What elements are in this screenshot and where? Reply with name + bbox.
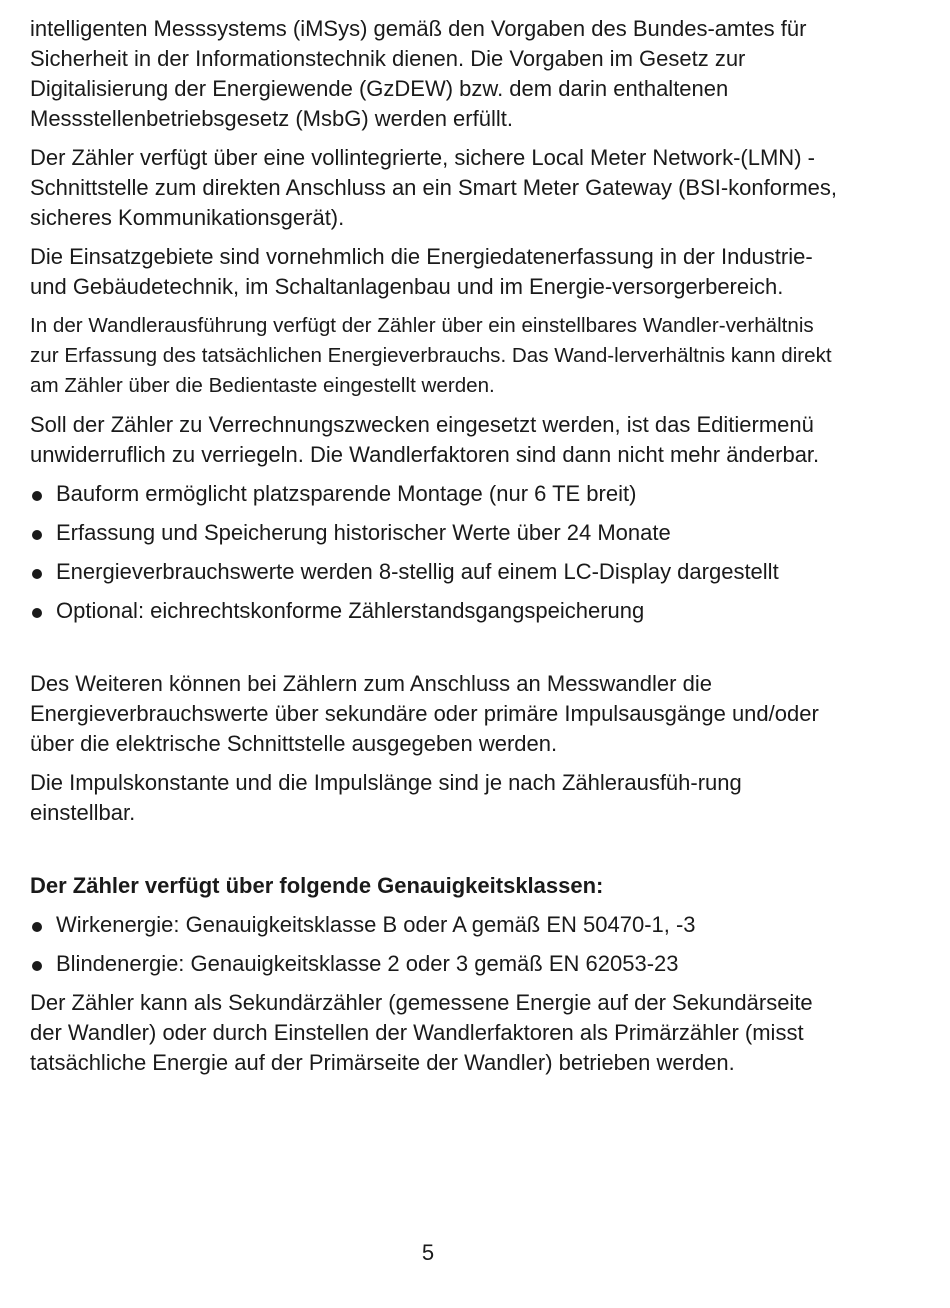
paragraph-billing-lock: Soll der Zähler zu Verrechnungszwecken eingesetzt werden, ist das Editiermenü unwiderruflich zu verriegeln. Die Wandlerfaktoren sind dann nicht mehr änderbar. [30,412,820,467]
document-page [30,14,840,1087]
paragraph-pulse-outputs: Des Weiteren können bei Zählern zum Anschluss an Messwandler die Energieverbrauchswerte über sekundäre oder primäre Impulsausgänge und/oder über die elektrische Schnittstelle ausgegeben werden. [30,671,819,756]
list-item [30,910,840,940]
spacer [30,837,840,871]
list-item-text: Energieverbrauchswerte werden 8-stellig auf einem LC-Display dargestellt [56,559,779,584]
feature-list [30,479,840,626]
list-item-text: Erfassung und Speicherung historischer Werte über 24 Monate [56,520,671,545]
list-item-text: Optional: eichrechtskonforme Zählerstandsgangspeicherung [56,598,645,623]
list-item-text: Blindenergie: Genauigkeitsklasse 2 oder 3 gemäß EN 62053-23 [56,951,679,976]
list-item [30,518,840,548]
list-item-text: Bauform ermöglicht platzsparende Montage (nur 6 TE breit) [56,481,637,506]
bullet-icon [32,961,42,971]
bullet-icon [32,491,42,501]
accuracy-list [30,910,840,979]
paragraph-application-areas: Die Einsatzgebiete sind vornehmlich die Energiedatenerfassung in der Industrie- und Gebäudetechnik, im Schaltanlagenbau und im Energie-versorgerbereich. [30,244,813,299]
paragraph-transformer-ratio: In der Wandlerausführung verfügt der Zähler über ein einstellbares Wandler-verhältnis zur Erfassung des tatsächlichen Energieverbrauchs. Das Wand-lerverhältnis kann direkt am Zähler über die Bedientaste eingestellt werden. [30,314,832,397]
paragraph-primary-secondary: Der Zähler kann als Sekundärzähler (gemessene Energie auf der Sekundärseite der Wandler) oder durch Einstellen der Wandlerfaktoren als Primärzähler (misst tatsächliche Energie auf der Primärseite der Wandler) betrieben werden. [30,990,813,1075]
page-number: 5 [421,1240,435,1265]
bullet-icon [32,569,42,579]
list-item [30,557,840,587]
list-item [30,596,840,626]
accuracy-heading: Der Zähler verfügt über folgende Genauigkeitsklassen: [30,873,604,898]
paragraph-pulse-constant: Die Impulskonstante und die Impulslänge sind je nach Zählerausfüh-rung einstellbar. [30,770,742,825]
list-item-text: Wirkenergie: Genauigkeitsklasse B oder A gemäß EN 50470-1, -3 [56,912,696,937]
paragraph-lmn-interface: Der Zähler verfügt über eine vollintegrierte, sichere Local Meter Network-(LMN) -Schnittstelle zum direkten Anschluss an ein Smart Meter Gateway (BSI-konformes, sicheres Kommunikationsgerät). [30,145,837,230]
paragraph-imsys: intelligenten Messsystems (iMSys) gemäß den Vorgaben des Bundes-amtes für Sicherheit in der Informationstechnik dienen. Die Vorgaben im Gesetz zur Digitalisierung der Energiewende (GzDEW) bzw. dem darin enthaltenen Messstellenbetriebsgesetz (MsbG) werden erfüllt. [30,16,807,131]
list-item [30,479,840,509]
bullet-icon [32,530,42,540]
bullet-icon [32,922,42,932]
list-item [30,949,840,979]
spacer [30,635,840,669]
bullet-icon [32,608,42,618]
